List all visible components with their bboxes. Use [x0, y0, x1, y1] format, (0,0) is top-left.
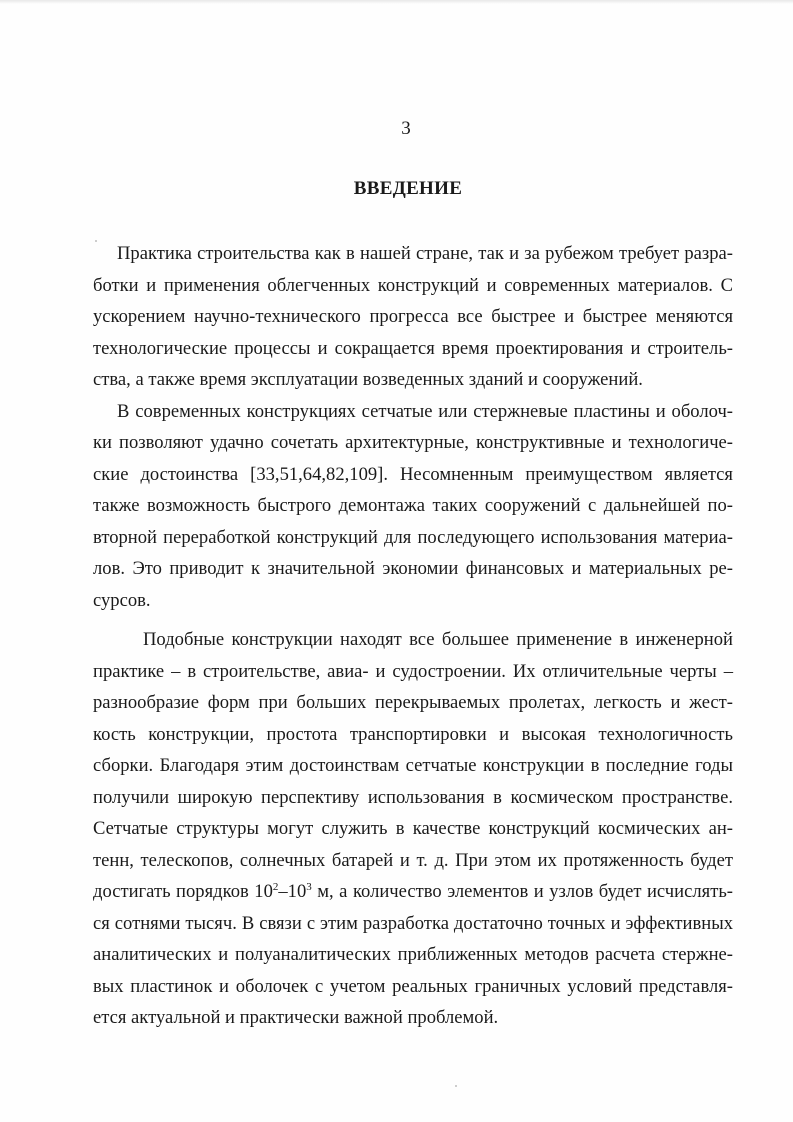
- text-line: кость конструкции, простота транспортировки и высокая технологичность: [93, 723, 733, 745]
- text-line: вторной переработкой конструкций для последующего использования материа-: [93, 526, 733, 548]
- text-line: ства, а также время эксплуатации возведенных зданий и сооружений.: [93, 369, 643, 390]
- section-heading: ВВЕДЕНИЕ: [353, 178, 463, 199]
- text-line: получили широкую перспективу использования в космическом пространстве.: [93, 786, 733, 808]
- paragraph-3: [93, 624, 733, 1034]
- body-text: [93, 238, 733, 1034]
- text-line: ется актуальной и практически важной проблемой.: [93, 1007, 499, 1028]
- formula-text-middle: –10: [278, 881, 307, 902]
- text-line: ся сотнями тысяч. В связи с этим разработка достаточно точных и эффективных: [93, 912, 733, 934]
- paragraph-1: [93, 238, 733, 396]
- text-line: В современных конструкциях сетчатые или стержневые пластины и оболоч-: [117, 400, 733, 422]
- text-line: также возможность быстрого демонтажа таких сооружений с дальнейшей по-: [93, 495, 733, 516]
- scan-speck: [95, 240, 97, 242]
- page-number: 3: [401, 118, 411, 139]
- text-line: тенн, телескопов, солнечных батарей и т. д. При этом их протяженность будет: [93, 849, 733, 871]
- text-line: Подобные конструкции находят все большее применение в инженерной: [143, 629, 733, 650]
- exponent-2: 3: [306, 880, 312, 893]
- text-line: лов. Это приводит к значительной экономии финансовых и материальных ре-: [93, 558, 733, 579]
- text-line: ские достоинства [33,51,64,82,109]. Несомненным преимуществом является: [93, 463, 733, 485]
- scan-edge: [0, 0, 793, 4]
- text-line: Практика строительства как в нашей стране, так и за рубежом требует разра-: [117, 243, 733, 264]
- formula-line: [93, 876, 733, 908]
- scan-speck: [455, 1085, 457, 1087]
- text-line: ускорением научно-технического прогресса все быстрее и быстрее меняются: [93, 306, 733, 327]
- text-line: ботки и применения облегченных конструкций и современных материалов. С: [93, 274, 733, 296]
- text-line: технологические процессы и сокращается время проектирования и строитель-: [93, 337, 733, 359]
- text-line: сурсов.: [93, 589, 151, 611]
- exponent-1: 2: [272, 880, 279, 893]
- text-line: ки позволяют удачно сочетать архитектурные, конструктивные и технологиче-: [93, 432, 733, 453]
- text-line: аналитических и полуаналитических приближенных методов расчета стержне-: [93, 944, 733, 965]
- text-line: практике – в строительстве, авиа- и судостроении. Их отличительные черты –: [93, 660, 733, 682]
- paragraph-2: [93, 396, 733, 617]
- formula-text-before: достигать порядков 10: [93, 881, 273, 902]
- text-line: вых пластинок и оболочек с учетом реальных граничных условий представля-: [93, 975, 733, 997]
- text-line: разнообразие форм при больших перекрываемых пролетах, легкость и жест-: [93, 692, 733, 713]
- formula-text-after: м, а количество элементов и узлов будет исчислять-: [311, 881, 733, 902]
- text-line: Сетчатые структуры могут служить в качестве конструкций космических ан-: [93, 818, 733, 839]
- text-line: сборки. Благодаря этим достоинствам сетчатые конструкции в последние годы: [93, 755, 733, 776]
